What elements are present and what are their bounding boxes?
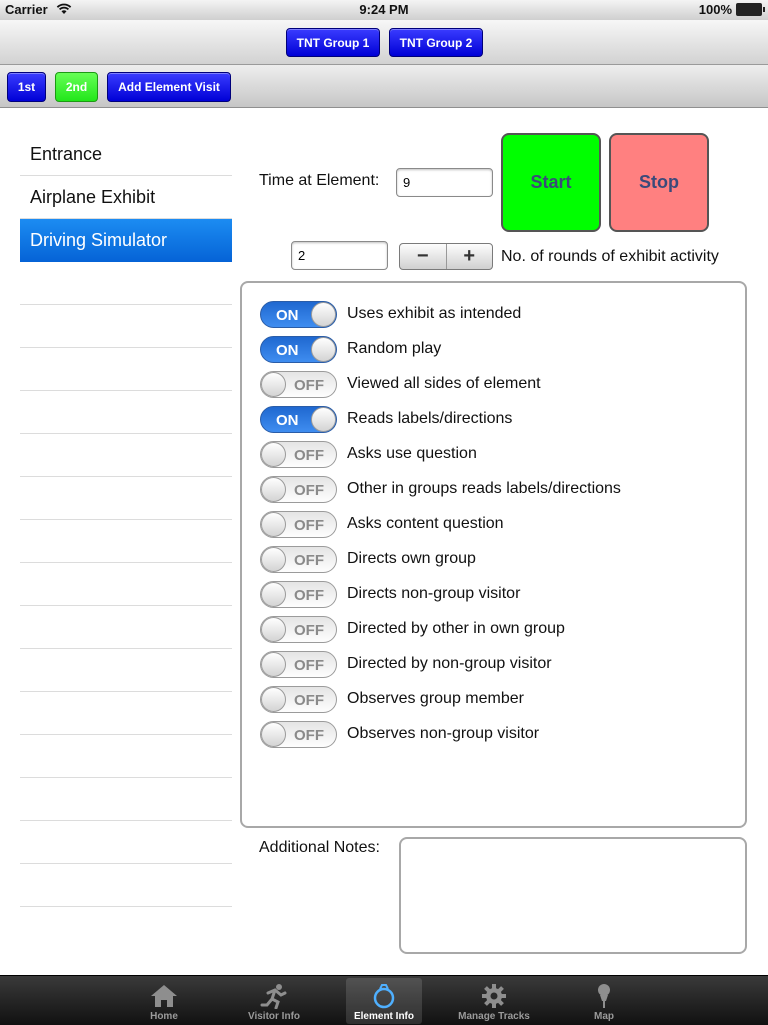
tab-label: Map (594, 1011, 614, 1022)
behaviour-row (260, 300, 521, 328)
behaviour-row (260, 650, 552, 678)
second-visit-button[interactable]: 2nd (55, 72, 98, 102)
toggle-knob (261, 652, 286, 677)
list-item-empty (20, 434, 232, 477)
behaviour-row (260, 720, 539, 748)
behaviour-toggle[interactable] (260, 406, 337, 433)
behaviour-row (260, 370, 541, 398)
toggle-state: OFF (294, 551, 324, 569)
behaviour-label: Reads labels/directions (347, 410, 513, 427)
list-item-empty (20, 649, 232, 692)
toggle-state: ON (276, 411, 299, 429)
rounds-stepper (399, 243, 493, 270)
behaviour-label: Asks use question (347, 445, 477, 462)
list-item-empty (20, 477, 232, 520)
behaviour-label: Observes group member (347, 690, 524, 707)
behaviour-toggle[interactable] (260, 616, 337, 643)
behaviour-row (260, 580, 520, 608)
list-item-empty (20, 864, 232, 907)
behaviour-label: Directs non-group visitor (347, 585, 521, 602)
tab-map[interactable] (566, 978, 642, 1024)
tab-home[interactable] (126, 978, 202, 1024)
list-item-entrance[interactable]: Entrance (20, 133, 232, 176)
first-visit-button[interactable]: 1st (7, 72, 46, 102)
behaviour-panel (240, 281, 747, 828)
stop-button[interactable]: Stop (609, 133, 709, 232)
toggle-state: OFF (294, 481, 324, 499)
toggle-state: OFF (294, 621, 324, 639)
behaviour-row (260, 545, 476, 573)
rounds-label: No. of rounds of exhibit activity (501, 248, 719, 265)
behaviour-row (260, 475, 621, 503)
tnt-group-2-button[interactable]: TNT Group 2 (389, 28, 483, 57)
increment-button[interactable]: + (463, 245, 476, 267)
toggle-knob (261, 442, 286, 467)
behaviour-label: Asks content question (347, 515, 504, 532)
additional-notes-label: Additional Notes: (259, 839, 380, 856)
pin-icon (589, 983, 619, 1009)
tab-element-info[interactable] (346, 978, 422, 1024)
tab-label: Visitor Info (247, 1011, 301, 1022)
toggle-knob (261, 722, 286, 747)
toggle-state: OFF (294, 516, 324, 534)
list-item-empty (20, 821, 232, 864)
toggle-state: ON (276, 341, 299, 359)
behaviour-row (260, 440, 477, 468)
group-navigation-bar (0, 20, 768, 65)
time-at-element-label: Time at Element: (259, 172, 380, 189)
list-item-empty (20, 606, 232, 649)
clock-label: 9:24 PM (359, 2, 409, 17)
home-icon (149, 983, 179, 1009)
tab-manage-tracks[interactable] (456, 978, 532, 1024)
list-item-empty (20, 520, 232, 563)
list-item-airplane-exhibit[interactable]: Airplane Exhibit (20, 176, 232, 219)
list-item-empty (20, 262, 232, 305)
behaviour-toggle[interactable] (260, 651, 337, 678)
behaviour-toggle[interactable] (260, 476, 337, 503)
rounds-field[interactable]: 2 (291, 241, 388, 270)
behaviour-row (260, 685, 524, 713)
status-bar (0, 0, 768, 20)
tab-bar (0, 975, 768, 1025)
add-element-visit-button[interactable]: Add Element Visit (107, 72, 231, 102)
toggle-knob (261, 512, 286, 537)
behaviour-label: Uses exhibit as intended (347, 305, 522, 322)
behaviour-toggle[interactable] (260, 441, 337, 468)
list-item-empty (20, 391, 232, 434)
list-item-empty (20, 563, 232, 606)
list-item-empty (20, 735, 232, 778)
tnt-group-1-button[interactable]: TNT Group 1 (286, 28, 380, 57)
behaviour-label: Random play (347, 340, 442, 357)
tab-label: Element Info (353, 1011, 414, 1022)
carrier-label: Carrier (5, 2, 48, 17)
toggle-knob (261, 582, 286, 607)
behaviour-row (260, 335, 441, 363)
toggle-knob (311, 337, 336, 362)
behaviour-toggle[interactable] (260, 546, 337, 573)
behaviour-toggle[interactable] (260, 581, 337, 608)
toggle-knob (261, 617, 286, 642)
time-at-element-field[interactable]: 9 (396, 168, 493, 197)
toggle-knob (261, 477, 286, 502)
tab-visitor-info[interactable] (236, 978, 312, 1024)
runner-icon (259, 983, 289, 1009)
toggle-knob (261, 372, 286, 397)
element-list (20, 133, 232, 907)
battery-percent: 100% (698, 2, 732, 17)
toggle-state: OFF (294, 656, 324, 674)
list-item-driving-simulator[interactable]: Driving Simulator (20, 219, 232, 262)
behaviour-toggle[interactable] (260, 686, 337, 713)
behaviour-toggle[interactable] (260, 336, 337, 363)
ring-icon (369, 983, 399, 1009)
behaviour-label: Directs own group (347, 550, 476, 567)
toggle-state: OFF (294, 691, 324, 709)
visit-toolbar (0, 65, 768, 108)
behaviour-label: Other in groups reads labels/directions (347, 480, 621, 497)
behaviour-toggle[interactable] (260, 511, 337, 538)
behaviour-row (260, 615, 565, 643)
list-item-empty (20, 692, 232, 735)
list-item-empty (20, 305, 232, 348)
toggle-state: OFF (294, 586, 324, 604)
battery-indicator (699, 2, 762, 17)
tab-label: Home (150, 1011, 178, 1022)
decrement-button[interactable]: − (400, 244, 447, 269)
gear-icon (479, 983, 509, 1009)
toggle-knob (311, 407, 336, 432)
behaviour-label: Directed by non-group visitor (347, 655, 552, 672)
behaviour-row (260, 510, 504, 538)
toggle-state: ON (276, 306, 299, 324)
start-button[interactable]: Start (501, 133, 601, 232)
behaviour-toggle[interactable] (260, 371, 337, 398)
list-item-empty (20, 778, 232, 821)
toggle-knob (311, 302, 336, 327)
list-item-empty (20, 348, 232, 391)
behaviour-label: Observes non-group visitor (347, 725, 540, 742)
toggle-state: OFF (294, 446, 324, 464)
additional-notes-textarea[interactable] (399, 837, 747, 954)
tab-label: Manage Tracks (458, 1011, 530, 1022)
behaviour-toggle[interactable] (260, 301, 337, 328)
behaviour-row (260, 405, 512, 433)
battery-icon (736, 3, 762, 16)
behaviour-label: Directed by other in own group (347, 620, 565, 637)
behaviour-toggle[interactable] (260, 721, 337, 748)
toggle-state: OFF (294, 376, 324, 394)
toggle-knob (261, 547, 286, 572)
toggle-state: OFF (294, 726, 324, 744)
behaviour-label: Viewed all sides of element (347, 375, 541, 392)
toggle-knob (261, 687, 286, 712)
